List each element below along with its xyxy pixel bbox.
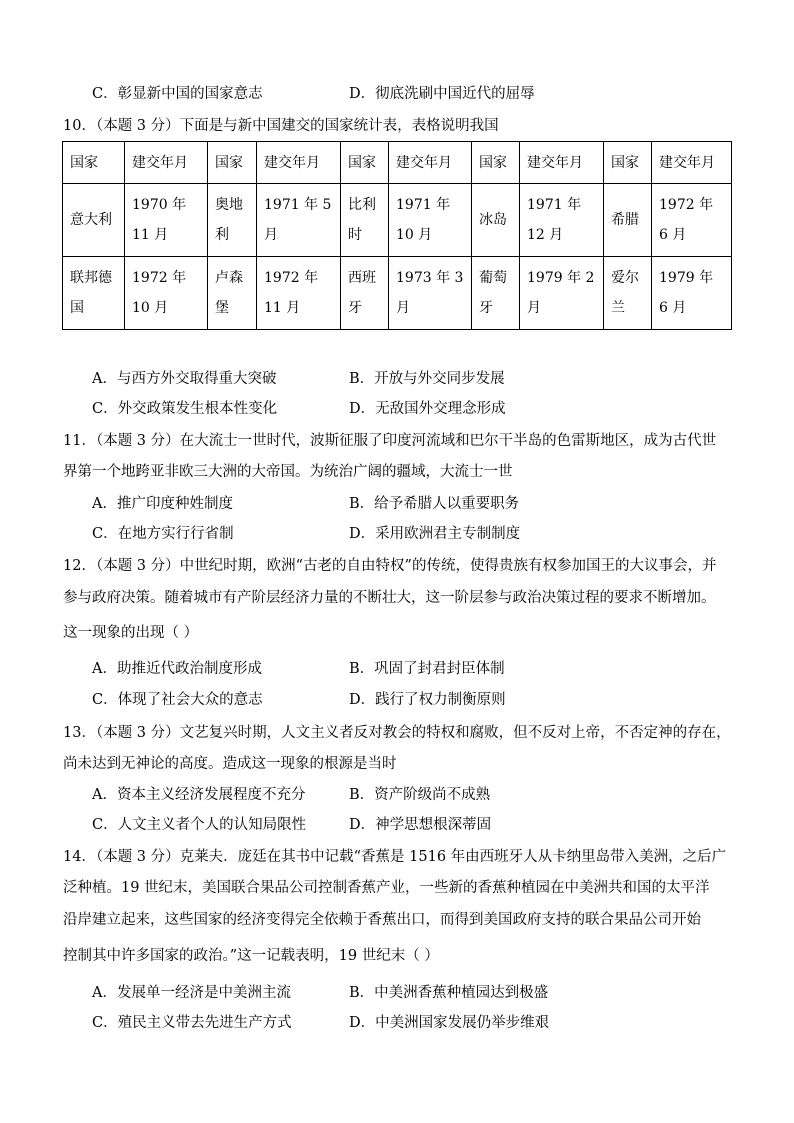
table-cell: 1970 年 11 月 — [125, 184, 208, 257]
table-header-cell: 国家 — [604, 142, 652, 184]
q14-option-d: D．中美洲国家发展仍举步维艰 — [349, 1015, 550, 1031]
table-header-cell: 国家 — [63, 142, 125, 184]
table-cell: 联邦德国 — [63, 257, 125, 330]
table-cell: 1971 年 5 月 — [257, 184, 341, 257]
q10-option-c: C．外交政策发生根本性变化 — [92, 401, 278, 417]
q14-option-a: A．发展单一经济是中美洲主流 — [92, 985, 291, 1001]
table-cell: 爱尔兰 — [604, 257, 652, 330]
q9-option-d: D．彻底洗刷中国近代的屈辱 — [349, 86, 535, 102]
q11-stem-line-2: 界第一个地跨亚非欧三大洲的大帝国。为统治广阔的疆域，大流士一世 — [63, 464, 513, 480]
table-cell: 西班牙 — [341, 257, 389, 330]
q12-stem-line-3: 这一现象的出现（ ） — [63, 625, 199, 641]
q10-option-a: A．与西方外交取得重大突破 — [92, 371, 277, 387]
table-cell: 1979 年 2 月 — [520, 257, 604, 330]
q9-option-c: C．彰显新中国的国家意志 — [92, 86, 263, 102]
q13-stem-line-1: 13．（本题 3 分）文艺复兴时期，人文主义者反对教会的特权和腐败，但不反对上帝，不否定神的存在， — [63, 725, 731, 741]
table-header-cell: 国家 — [472, 142, 520, 184]
table-header-cell: 建交年月 — [257, 142, 341, 184]
table-header-row — [63, 142, 732, 184]
q11-stem-line-1: 11．（本题 3 分）在大流士一世时代，波斯征服了印度河流域和巴尔干半岛的色雷斯地区，成为古代世 — [63, 433, 717, 449]
q11-option-a: A．推广印度种姓制度 — [92, 496, 233, 512]
table-header-cell: 建交年月 — [652, 142, 732, 184]
table-cell: 葡萄牙 — [472, 257, 520, 330]
q12-option-a: A．助推近代政治制度形成 — [92, 661, 262, 677]
table-cell: 1971 年 12 月 — [520, 184, 604, 257]
q12-option-c: C．体现了社会大众的意志 — [92, 692, 263, 708]
q14-stem-line-2: 泛种植。19 世纪末，美国联合果品公司控制香蕉产业，一些新的香蕉种植园在中美洲共和国的太平洋 — [63, 880, 710, 896]
q10-stem: 10．（本题 3 分）下面是与新中国建交的国家统计表，表格说明我国 — [63, 118, 499, 134]
q14-stem-line-3: 沿岸建立起来，这些国家的经济变得完全依赖于香蕉出口，而得到美国政府支持的联合果品公司开始 — [63, 912, 701, 928]
table-cell: 卢森堡 — [208, 257, 257, 330]
table-header-cell: 建交年月 — [389, 142, 472, 184]
q12-option-d: D．践行了权力制衡原则 — [349, 692, 506, 708]
table-header-cell: 建交年月 — [125, 142, 208, 184]
table-cell: 冰岛 — [472, 184, 520, 257]
table-cell: 奥地利 — [208, 184, 257, 257]
q11-option-d: D．采用欧洲君主专制制度 — [349, 526, 521, 542]
q14-option-c: C．殖民主义带去先进生产方式 — [92, 1015, 292, 1031]
q13-stem-line-2: 尚未达到无神论的高度。造成这一现象的根源是当时 — [63, 756, 397, 772]
q10-diplomacy-table — [62, 141, 732, 330]
q10-option-b: B．开放与外交同步发展 — [349, 371, 505, 387]
q13-option-b: B．资产阶级尚不成熟 — [349, 787, 491, 803]
table-cell: 意大利 — [63, 184, 125, 257]
q14-stem-line-1: 14．（本题 3 分）克莱夫．庞廷在其书中记载“香蕉是 1516 年由西班牙人从卡纳里岛带入美洲，之后广 — [63, 849, 727, 865]
table-cell: 希腊 — [604, 184, 652, 257]
table-cell: 1973 年 3 月 — [389, 257, 472, 330]
q14-option-b: B．中美洲香蕉种植园达到极盛 — [349, 985, 549, 1001]
q11-option-c: C．在地方实行行省制 — [92, 526, 234, 542]
q12-option-b: B．巩固了封君封臣体制 — [349, 661, 505, 677]
table-cell: 1972 年 10 月 — [125, 257, 208, 330]
table-cell: 1972 年 11 月 — [257, 257, 341, 330]
q11-option-b: B．给予希腊人以重要职务 — [349, 496, 520, 512]
table-cell: 1979 年 6 月 — [652, 257, 732, 330]
q13-option-d: D．神学思想根深蒂固 — [349, 817, 492, 833]
table-row — [63, 184, 732, 257]
table-row — [63, 257, 732, 330]
table-cell: 比利时 — [341, 184, 389, 257]
table-cell: 1972 年 6 月 — [652, 184, 732, 257]
q10-option-d: D．无敌国外交理念形成 — [349, 401, 506, 417]
q12-stem-line-2: 参与政府决策。随着城市有产阶层经济力量的不断壮大，这一阶层参与政治决策过程的要求不断增加。 — [63, 590, 716, 606]
q14-stem-line-4: 控制其中许多国家的政治。”这一记载表明，19 世纪末（ ） — [63, 948, 439, 964]
q12-stem-line-1: 12．（本题 3 分）中世纪时期，欧洲“古老的自由特权”的传统，使得贵族有权参加国王的大议事会，并 — [63, 558, 717, 574]
table-cell: 1971 年 10 月 — [389, 184, 472, 257]
q13-option-a: A．资本主义经济发展程度不充分 — [92, 787, 306, 803]
q13-option-c: C．人文主义者个人的认知局限性 — [92, 817, 307, 833]
table-header-cell: 国家 — [208, 142, 257, 184]
table-header-cell: 国家 — [341, 142, 389, 184]
table-header-cell: 建交年月 — [520, 142, 604, 184]
